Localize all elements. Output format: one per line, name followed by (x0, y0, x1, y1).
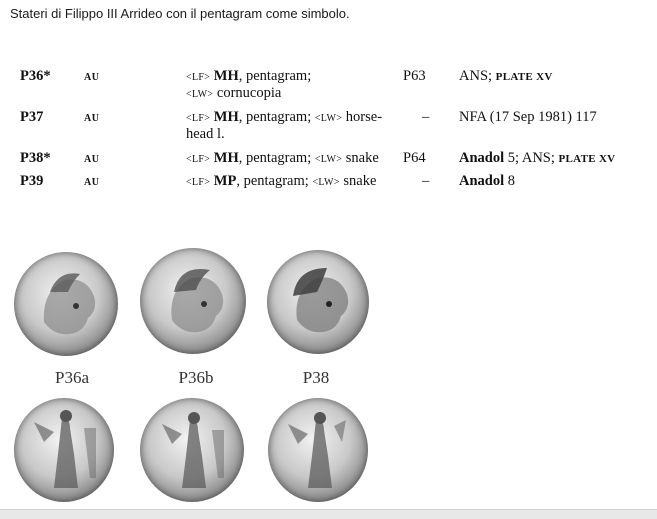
description-text: , pentagram; (238, 150, 312, 166)
row-reference: – (422, 173, 430, 189)
caption: Stateri di Filippo III Arrideo con il pentagram come simbolo. (10, 6, 350, 21)
coin-obverse-p38 (267, 250, 369, 354)
row-id: P36* (20, 68, 51, 84)
monogram: ΜΡ (213, 173, 237, 189)
monogram: ΜΗ (213, 150, 239, 166)
row-description-line2: head l. (186, 126, 225, 142)
coin-obverse-p36b (140, 248, 246, 354)
lw-tag: <LW> (312, 177, 340, 188)
lf-tag: <LF> (186, 154, 211, 165)
lf-tag: <LF> (186, 177, 211, 188)
coin-label-p36b: P36b (178, 368, 214, 387)
nike-figure-icon (14, 398, 114, 502)
row-description (186, 68, 311, 86)
plate-ref: PLATE XV (495, 71, 553, 83)
row-reference: – (422, 109, 430, 125)
row-source: NFA (17 Sep 1981) 117 (459, 109, 597, 125)
source-text: 5; ANS; (504, 150, 555, 166)
lw-tag: <LW> (314, 154, 343, 165)
nike-figure-icon (268, 398, 368, 502)
lf-tag: <LF> (186, 72, 211, 83)
lf-tag: <LF> (186, 113, 211, 124)
description-text: , pentagram; (238, 109, 312, 125)
row-metal: AU (84, 154, 100, 165)
description-text: , pentagram; (236, 173, 309, 189)
row-source (459, 150, 615, 168)
row-source (459, 68, 553, 86)
coin-reverse-p38 (268, 398, 368, 502)
row-description-line2 (186, 85, 281, 103)
row-description (186, 173, 376, 191)
row-description (186, 109, 382, 127)
source-bold: Anadol (459, 173, 505, 189)
coin-label-p36a: P36a (55, 368, 89, 387)
monogram: ΜΗ (213, 68, 239, 84)
lw-tag: <LW> (186, 89, 214, 100)
coin-reverse-p36a (14, 398, 114, 502)
row-metal: AU (84, 72, 100, 83)
nike-figure-icon (140, 398, 244, 502)
row-id: P37 (20, 109, 44, 125)
monogram: ΜΗ (213, 109, 239, 125)
lw-tag: <LW> (314, 113, 343, 124)
athena-head-icon (140, 248, 246, 354)
description-text: , pentagram; (238, 68, 312, 84)
coin-photos (0, 240, 657, 510)
row-reference: P64 (403, 150, 426, 166)
description-tail: snake (342, 150, 379, 166)
row-source (459, 173, 515, 190)
plate-ref: PLATE XV (558, 153, 616, 165)
coin-reverse-p36b (140, 398, 244, 502)
source-text: 8 (504, 173, 516, 189)
description-text: cornucopia (213, 85, 282, 101)
row-id: P38* (20, 150, 51, 166)
athena-head-icon (267, 250, 369, 354)
source-text: ANS; (459, 68, 493, 84)
source-bold: Anadol (459, 150, 505, 166)
coin-obverse-p36a (14, 252, 118, 356)
row-metal: AU (84, 113, 100, 124)
athena-head-icon (14, 252, 118, 356)
row-metal: AU (84, 177, 100, 188)
description-tail: horse- (342, 109, 383, 125)
coin-label-p38: P38 (302, 368, 330, 387)
description-tail: snake (339, 173, 377, 189)
row-description (186, 150, 379, 168)
catalogue-table (0, 0, 657, 240)
row-id: P39 (20, 173, 44, 189)
row-reference: P63 (403, 68, 426, 84)
